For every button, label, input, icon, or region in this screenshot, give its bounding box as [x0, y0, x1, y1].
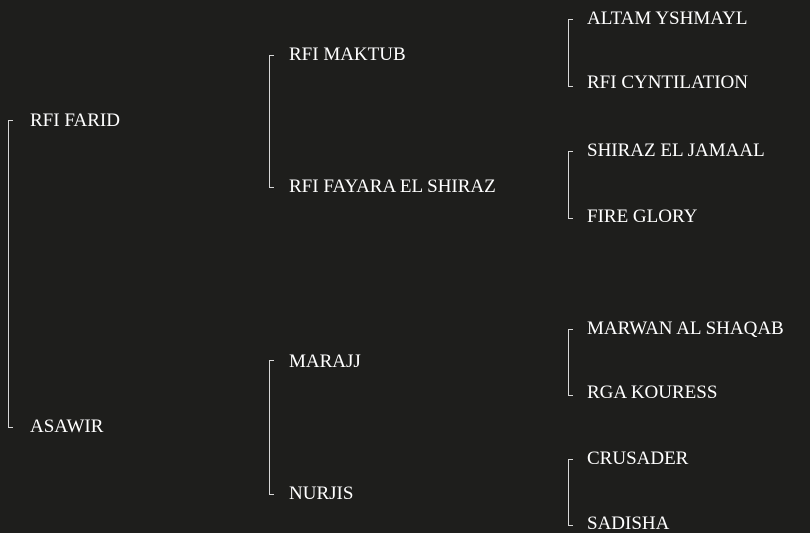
- dam-dam-dam-name[interactable]: SADISHA: [587, 513, 670, 533]
- dam-dam-sire-name[interactable]: CRUSADER: [587, 448, 689, 469]
- sire-dam-sire-name[interactable]: SHIRAZ EL JAMAAL: [587, 140, 765, 161]
- gen2-sire-bracket: [269, 55, 274, 188]
- gen3-bracket-4: [568, 459, 573, 526]
- dam-sire-sire-name[interactable]: MARWAN AL SHAQAB: [587, 318, 784, 339]
- sire-dam-dam-name[interactable]: FIRE GLORY: [587, 206, 698, 227]
- gen2-dam-bracket: [269, 360, 274, 495]
- dam-dam-name[interactable]: NURJIS: [289, 483, 354, 504]
- dam-name[interactable]: ASAWIR: [30, 416, 104, 437]
- sire-sire-name[interactable]: RFI MAKTUB: [289, 44, 406, 65]
- sire-sire-sire-name[interactable]: ALTAM YSHMAYL: [587, 8, 748, 29]
- gen3-bracket-3: [568, 329, 573, 396]
- dam-sire-dam-name[interactable]: RGA KOURESS: [587, 382, 718, 403]
- gen1-bracket: [8, 120, 13, 428]
- sire-name[interactable]: RFI FARID: [30, 110, 120, 131]
- gen3-bracket-1: [568, 19, 573, 87]
- dam-sire-name[interactable]: MARAJJ: [289, 351, 361, 372]
- sire-dam-name[interactable]: RFI FAYARA EL SHIRAZ: [289, 176, 496, 197]
- sire-sire-dam-name[interactable]: RFI CYNTILATION: [587, 72, 748, 93]
- gen3-bracket-2: [568, 151, 573, 219]
